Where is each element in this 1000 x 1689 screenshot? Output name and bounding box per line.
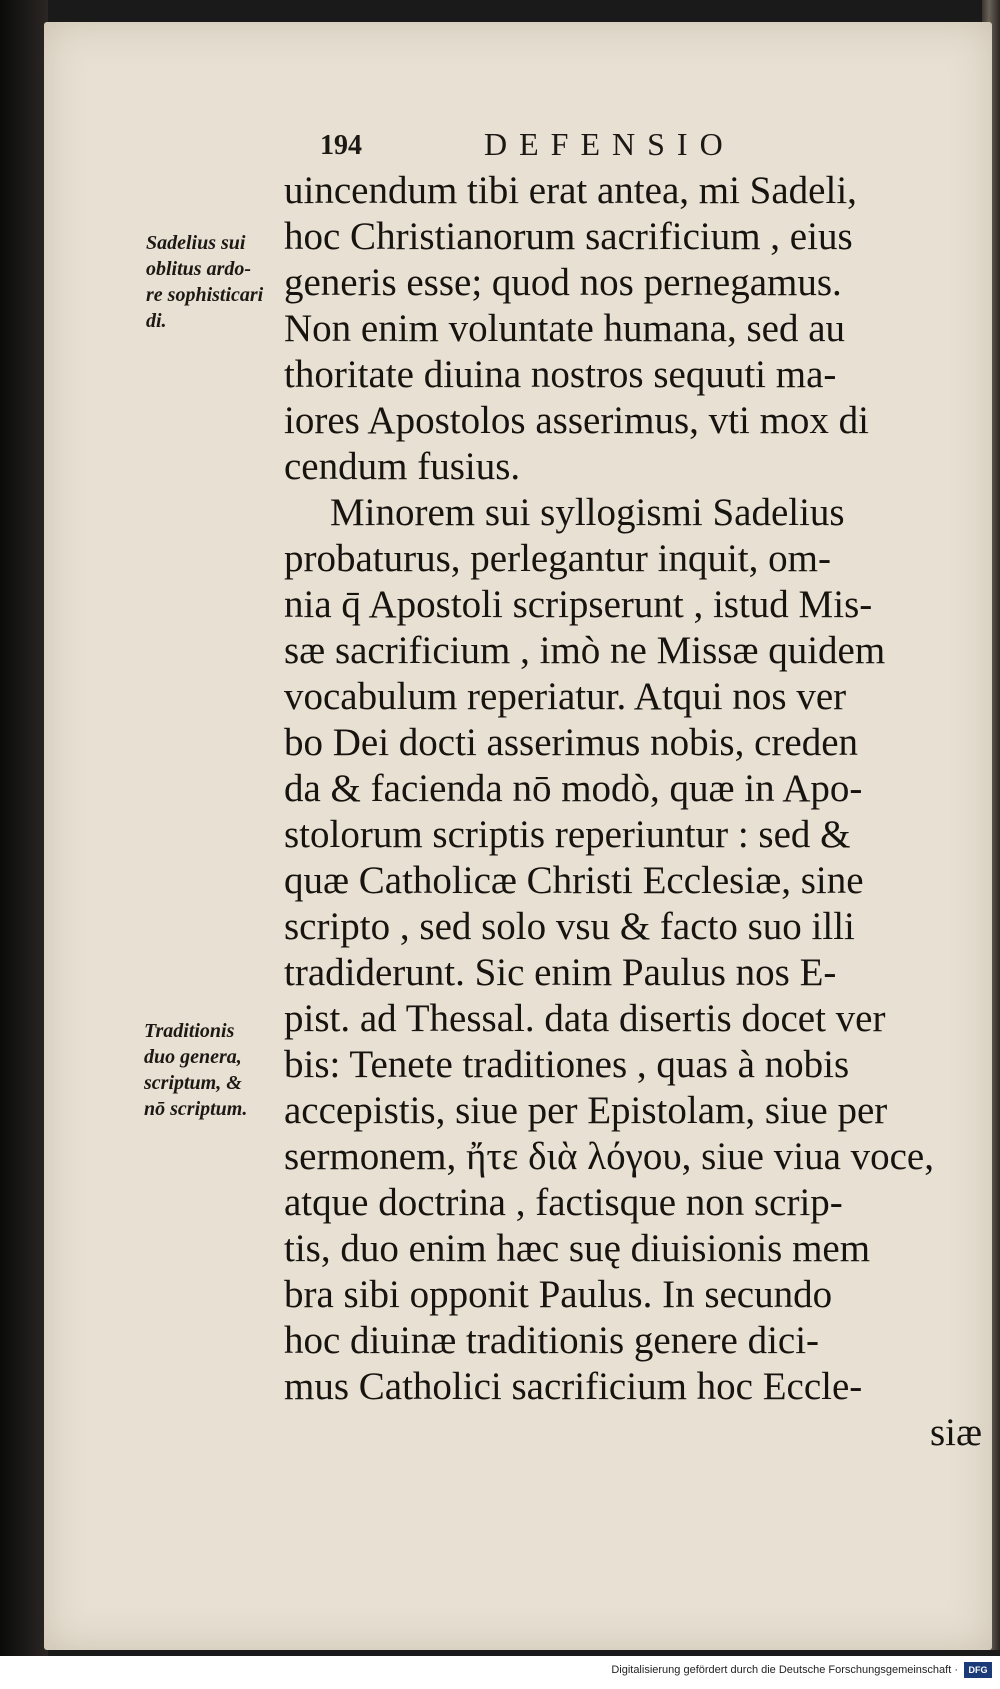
text-line: cendum fusius. — [284, 445, 521, 488]
marginal-note-line: nō scriptum. — [144, 1098, 248, 1120]
text-line: accepistis, siue per Epistolam, siue per — [284, 1089, 888, 1132]
marginal-note-traditionis — [144, 1018, 247, 1122]
footer-credit: Digitalisierung gefördert durch die Deutsche Forschungsgemeinschaft · — [611, 1664, 958, 1676]
text-line: nia q̄ Apostoli scripserunt , istud Mis- — [284, 583, 873, 626]
text-line: generis esse; quod nos pernegamus. — [284, 261, 842, 304]
marginal-note-line: di. — [146, 310, 167, 332]
text-line: Non enim voluntate humana, sed au — [284, 307, 846, 350]
catchword: siæ — [929, 1411, 982, 1454]
text-line: iores Apostolos asserimus, vti mox di — [284, 399, 869, 442]
book-edge-left — [0, 0, 48, 1689]
page-number: 194 — [320, 130, 362, 161]
body-text — [284, 168, 1000, 1456]
text-line: bra sibi opponit Paulus. In secundo — [284, 1273, 833, 1316]
marginal-note-line: oblitus ardo- — [146, 258, 252, 280]
text-line: sermonem, ἤτε διὰ λόγου, siue viua voce, — [284, 1135, 934, 1178]
text-line: thoritate diuina nostros sequuti ma- — [284, 353, 837, 396]
running-title: DEFENSIO — [484, 126, 735, 162]
paper-page — [44, 22, 992, 1650]
text-line: quæ Catholicæ Christi Ecclesiæ, sine — [284, 859, 864, 902]
text-line: atque doctrina , factisque non scrip- — [284, 1181, 843, 1224]
marginal-note-line: scriptum, & — [144, 1072, 242, 1094]
text-line: probaturus, perlegantur inquit, om- — [284, 537, 831, 580]
marginal-note-line: Sadelius sui — [146, 232, 246, 254]
marginal-note-sadelius — [146, 230, 263, 334]
text-line: da & facienda nō modò, quæ in Apo- — [284, 767, 863, 810]
text-line: hoc diuinæ traditionis genere dici- — [284, 1319, 820, 1362]
text-line: sæ sacrificium , imò ne Missæ quidem — [284, 629, 886, 672]
digitization-footer — [0, 1656, 1000, 1689]
text-line: scripto , sed solo vsu & facto suo illi — [284, 905, 855, 948]
text-line: tradiderunt. Sic enim Paulus nos E- — [284, 951, 837, 994]
text-line: bo Dei docti asserimus nobis, creden — [284, 721, 859, 764]
text-line: mus Catholici sacrificium hoc Eccle- — [284, 1365, 863, 1408]
text-line: tis, duo enim hæc suę diuisionis mem — [284, 1227, 871, 1270]
text-line: uincendum tibi erat antea, mi Sadeli, — [284, 169, 857, 212]
text-line: Minorem sui syllogismi Sadelius — [330, 491, 845, 534]
dfg-logo: DFG — [964, 1662, 992, 1678]
running-head — [44, 126, 992, 166]
marginal-note-line: Traditionis — [144, 1020, 235, 1042]
text-line: pist. ad Thessal. data disertis docet ver — [284, 997, 886, 1040]
text-line: hoc Christianorum sacrificium , eius — [284, 215, 853, 258]
text-line: vocabulum reperiatur. Atqui nos ver — [284, 675, 847, 718]
text-line: bis: Tenete traditiones , quas à nobis — [284, 1043, 850, 1086]
marginal-note-line: duo genera, — [144, 1046, 242, 1068]
marginal-note-line: re sophisticari — [146, 284, 264, 306]
text-line: stolorum scriptis reperiuntur : sed & — [284, 813, 851, 856]
